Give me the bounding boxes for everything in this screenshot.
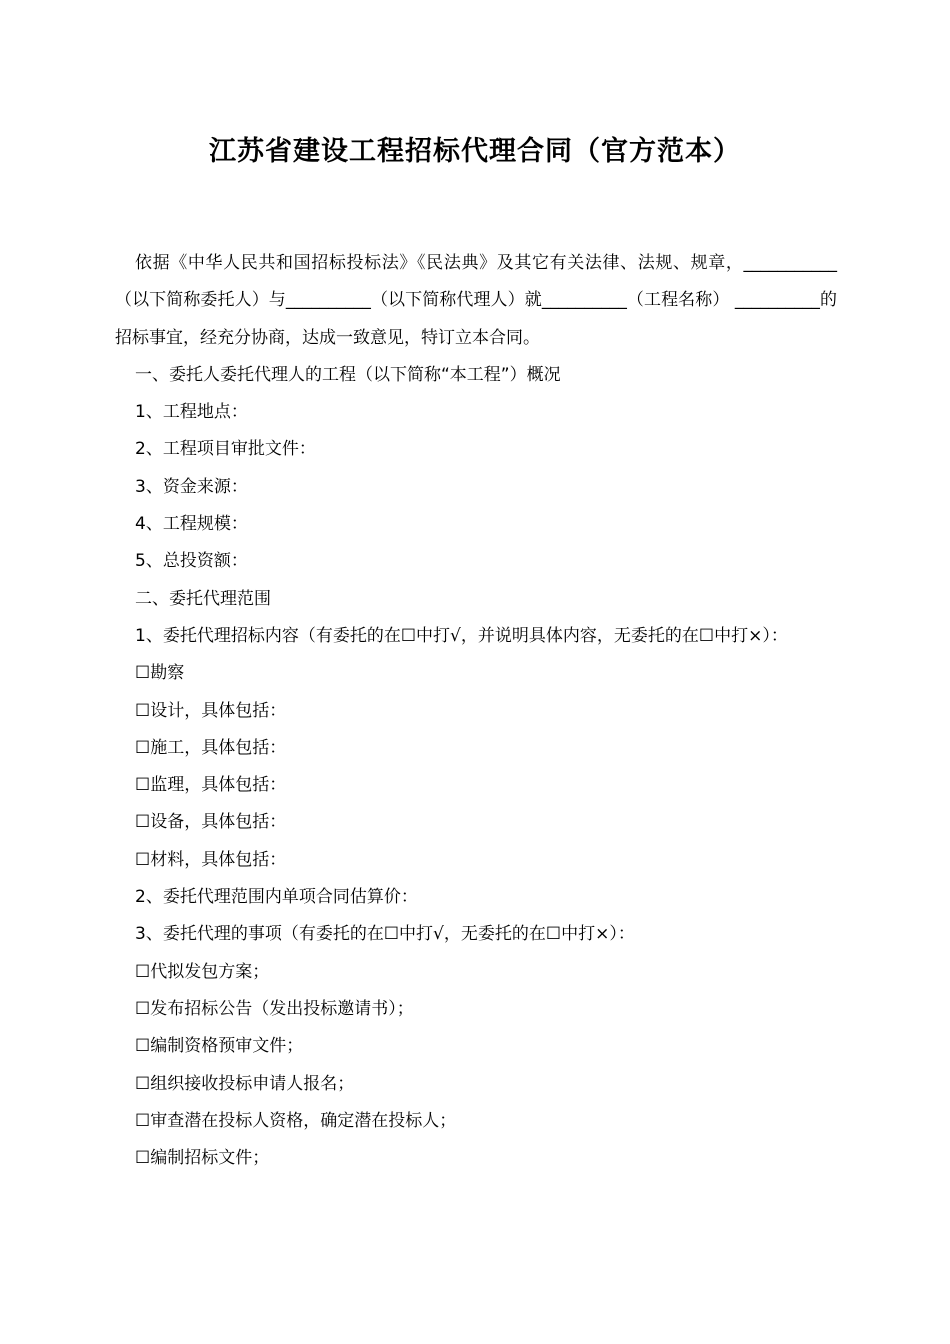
document-body — [115, 245, 837, 1177]
checkbox-item-survey: ☐勘察 — [135, 663, 185, 684]
checkbox-item-prequalification: ☐编制资格预审文件； — [135, 1036, 304, 1057]
scope-item-content: 1、委托代理招标内容（有委托的在☐中打√，并说明具体内容，无委托的在☐中打×）： — [135, 625, 788, 646]
item-project-scale: 4、工程规模： — [135, 514, 248, 535]
checkbox-item-announcement: ☐发布招标公告（发出投标邀请书）； — [135, 998, 414, 1019]
checkbox-item-supervision: ☐监理，具体包括： — [135, 775, 287, 796]
section-heading-overview: 一、委托人委托代理人的工程（以下简称“本工程”）概况 — [135, 364, 561, 385]
checkbox-item-construction: ☐施工，具体包括： — [135, 737, 287, 758]
item-project-location: 1、工程地点： — [135, 402, 248, 423]
section-heading-scope: 二、委托代理范围 — [135, 588, 271, 609]
intro-paragraph: 依据《中华人民共和国招标投标法》《民法典》及其它有关法律、法规、规章，___________（以下简称委托人）与__________（以下简称代理人）就__________（工程名称） __________的招标事宜，经充分协商，达成一致意见，特订立本合同。 — [115, 253, 837, 348]
checkbox-item-tender-docs: ☐编制招标文件； — [135, 1148, 270, 1169]
scope-item-matters: 3、委托代理的事项（有委托的在☐中打√，无委托的在☐中打×）： — [135, 924, 635, 945]
checkbox-item-review: ☐审查潜在投标人资格，确定潜在投标人； — [135, 1110, 457, 1131]
document-title: 江苏省建设工程招标代理合同（官方范本） — [209, 136, 741, 167]
checkbox-item-registration: ☐组织接收投标申请人报名； — [135, 1073, 355, 1094]
checkbox-item-design: ☐设计，具体包括： — [135, 700, 287, 721]
checkbox-item-materials: ☐材料，具体包括： — [135, 849, 287, 870]
checkbox-item-equipment: ☐设备，具体包括： — [135, 812, 287, 833]
checkbox-item-plan: ☐代拟发包方案； — [135, 961, 270, 982]
item-funding-source: 3、资金来源： — [135, 476, 248, 497]
item-total-investment: 5、总投资额： — [135, 551, 248, 572]
scope-item-estimate: 2、委托代理范围内单项合同估算价： — [135, 887, 418, 908]
item-approval-documents: 2、工程项目审批文件： — [135, 439, 316, 460]
